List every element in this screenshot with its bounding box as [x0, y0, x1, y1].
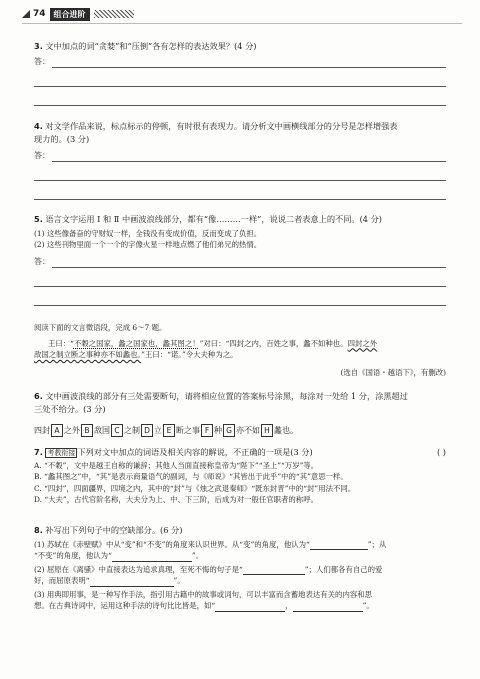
question-7 — [34, 446, 446, 506]
blank-field[interactable] — [243, 565, 305, 575]
fill-text: ， — [285, 601, 293, 610]
break-option-box[interactable]: A — [51, 424, 63, 437]
question-3 — [34, 40, 446, 53]
question-number: 7. — [34, 447, 43, 457]
wavy-phrase: 四封之外 — [347, 338, 378, 348]
fill-text: ”。 — [362, 601, 374, 610]
answer-paren[interactable]: ( ) — [437, 447, 446, 457]
blank-field[interactable] — [90, 577, 174, 587]
answer-line[interactable] — [34, 293, 446, 306]
answer-line[interactable] — [52, 152, 446, 162]
fill-text: ”；人们都各有自己的爱 — [304, 564, 383, 574]
answer-line[interactable] — [52, 58, 446, 68]
question-text-cont: 三处不给分。(3 分) — [34, 403, 106, 414]
break-option-box[interactable]: D — [141, 424, 153, 437]
sentence-2: (2) 这些刊物里面一个一个的字像火星一样地点燃了他们弟兄的热情。 — [34, 240, 262, 249]
passage-text: ”对曰：“四封之内，百姓之事，蠡不如种也。 — [199, 338, 348, 348]
break-option-box[interactable]: F — [201, 424, 213, 437]
answer-line[interactable] — [52, 258, 446, 268]
answer-label: 答： — [34, 151, 50, 160]
answer-line[interactable] — [34, 74, 446, 87]
sequence-text: 之制 — [124, 425, 140, 435]
question-5 — [34, 213, 446, 251]
passage — [34, 322, 446, 378]
sequence-text: 种 — [214, 425, 222, 435]
question-text: 补写出下列句子中的空缺部分。(6 分) — [45, 525, 183, 535]
fill-text: (1) 苏轼在《赤壁赋》中从“变”和“不变”的角度来认识世界。从“变”的角度，他认为“ — [34, 539, 310, 549]
fill-text: (2) 屈原在《离骚》中直接表达为追求真理，至死不悔的句子是“ — [34, 564, 243, 574]
passage-text: ”王曰：“诺。”令大夫种为之。 — [141, 350, 238, 359]
sequence-text: 断之事 — [176, 425, 200, 435]
break-option-box[interactable]: E — [163, 424, 175, 437]
page-header — [22, 7, 462, 21]
fill-text: ”。 — [173, 576, 185, 585]
dotted-phrase: 不穀之国家，蠡之国家也，蠡其图之！ — [73, 338, 200, 348]
blank-field[interactable] — [310, 540, 368, 550]
sequence-text: 蠡也。 — [274, 425, 298, 435]
sequence-text: 亦不如 — [236, 425, 260, 435]
question-number: 5. — [34, 214, 43, 224]
blank-field[interactable] — [215, 602, 285, 612]
blank-field[interactable] — [112, 552, 192, 562]
option-c[interactable]: C. “四封”，四面疆界，四境之内，其中的“封”与《烛之武退秦师》“既东封晋”中的“封”用法不同。 — [34, 483, 356, 493]
question-number: 8. — [34, 525, 43, 535]
question-text: 文中画波浪线的部分有三处需要断句，请将相应位置的答案标号涂黑，每涂对一处给 1 分，涂黑超过 — [45, 391, 408, 401]
passage-source: (选自《国语・越语下》，有删改) — [340, 367, 446, 377]
question-text-cont: 现力的。(3 分) — [34, 133, 90, 144]
answer-area-4[interactable] — [34, 150, 446, 200]
question-8 — [34, 524, 446, 612]
hatch-decoration — [94, 10, 134, 18]
sequence-text: 敌国 — [94, 425, 110, 435]
answer-label: 答： — [34, 257, 50, 266]
passage-intro: 阅读下面的文言微语段，完成 6～7 题。 — [34, 323, 167, 332]
fill-text: 好，而屈原表明“ — [34, 576, 90, 585]
question-number: 6. — [34, 391, 43, 401]
answer-line[interactable] — [34, 187, 446, 200]
answer-line[interactable] — [34, 274, 446, 287]
triangle-icon — [22, 10, 30, 18]
question-text: 文中加点的词“贪婪”和“压倒”各有怎样的表达效果？(4 分) — [45, 41, 257, 51]
answer-area-5[interactable] — [34, 256, 446, 306]
question-number: 4. — [34, 121, 43, 131]
break-option-box[interactable]: G — [223, 424, 235, 437]
option-b[interactable]: B. “蠡其图之”中，“其”是表示商量语气的副词，与《师说》“其皆出于此乎”中的“其”意思一样。 — [34, 472, 348, 481]
break-sequence — [34, 424, 446, 437]
blank-field[interactable] — [293, 602, 363, 612]
question-number: 3. — [34, 41, 43, 51]
fill-text: ”。 — [191, 551, 204, 560]
answer-line[interactable] — [34, 93, 446, 106]
fill-text: ”；从 — [367, 539, 387, 549]
sequence-text: 立 — [154, 425, 162, 435]
fill-text: (3) 用典即用事，是一种写作手法，指引用古籍中的故事或词句，可以丰富而含蓄地表达有关的内容和思 — [34, 589, 373, 599]
question-text: 语言文字运用 Ⅰ 和 Ⅱ 中画波浪线部分，都有“像………一样”，说说二者表意上的不同。(4 分) — [45, 214, 382, 224]
question-tag: 考教衔接 — [47, 449, 76, 457]
question-text: 对文学作品来说，标点标示的停顿，有时很有表现力。请分析文中画横线部分的分号是怎样增强表 — [45, 121, 398, 131]
passage-text: 王曰：“ — [48, 338, 74, 348]
page-number: 74 — [33, 9, 46, 19]
answer-label: 答： — [34, 57, 50, 66]
answer-line[interactable] — [34, 168, 446, 181]
question-text: 下列对文中加点的词语及相关内容的解说，不正确的一项是(3 分) — [77, 447, 313, 457]
question-6 — [34, 390, 446, 415]
fill-text: “不变”的角度，他认为“ — [34, 551, 112, 560]
break-option-box[interactable]: H — [261, 424, 273, 437]
question-4 — [34, 120, 446, 145]
break-option-box[interactable]: B — [81, 424, 93, 437]
answer-area-3[interactable] — [34, 56, 446, 106]
break-option-box[interactable]: C — [111, 424, 123, 437]
option-d[interactable]: D. “大夫”，古代官阶名称，大夫分为上、中、下三阶，后成为对一般任官职者的称呼。 — [34, 495, 318, 504]
option-a[interactable]: A. “不穀”，文中是越王自称的谦辞；其他人当面直接称皇帝为“陛下”“圣上”“万岁”等。 — [34, 460, 319, 470]
fill-text: 想。在古典诗词中，运用这种手法的诗句比比皆是，如“ — [34, 601, 216, 610]
sequence-text: 四封 — [34, 425, 50, 435]
section-label: 组合进阶 — [50, 8, 90, 21]
wavy-phrase: 敌国之制立断之事种亦不如蠡也。 — [34, 350, 142, 359]
sequence-text: 之外 — [64, 425, 80, 435]
sentence-1: (1) 这些像备奋的守财奴一样，全钱没有变成价值，反而变成了负担。 — [34, 228, 262, 238]
header-rule — [22, 23, 462, 24]
